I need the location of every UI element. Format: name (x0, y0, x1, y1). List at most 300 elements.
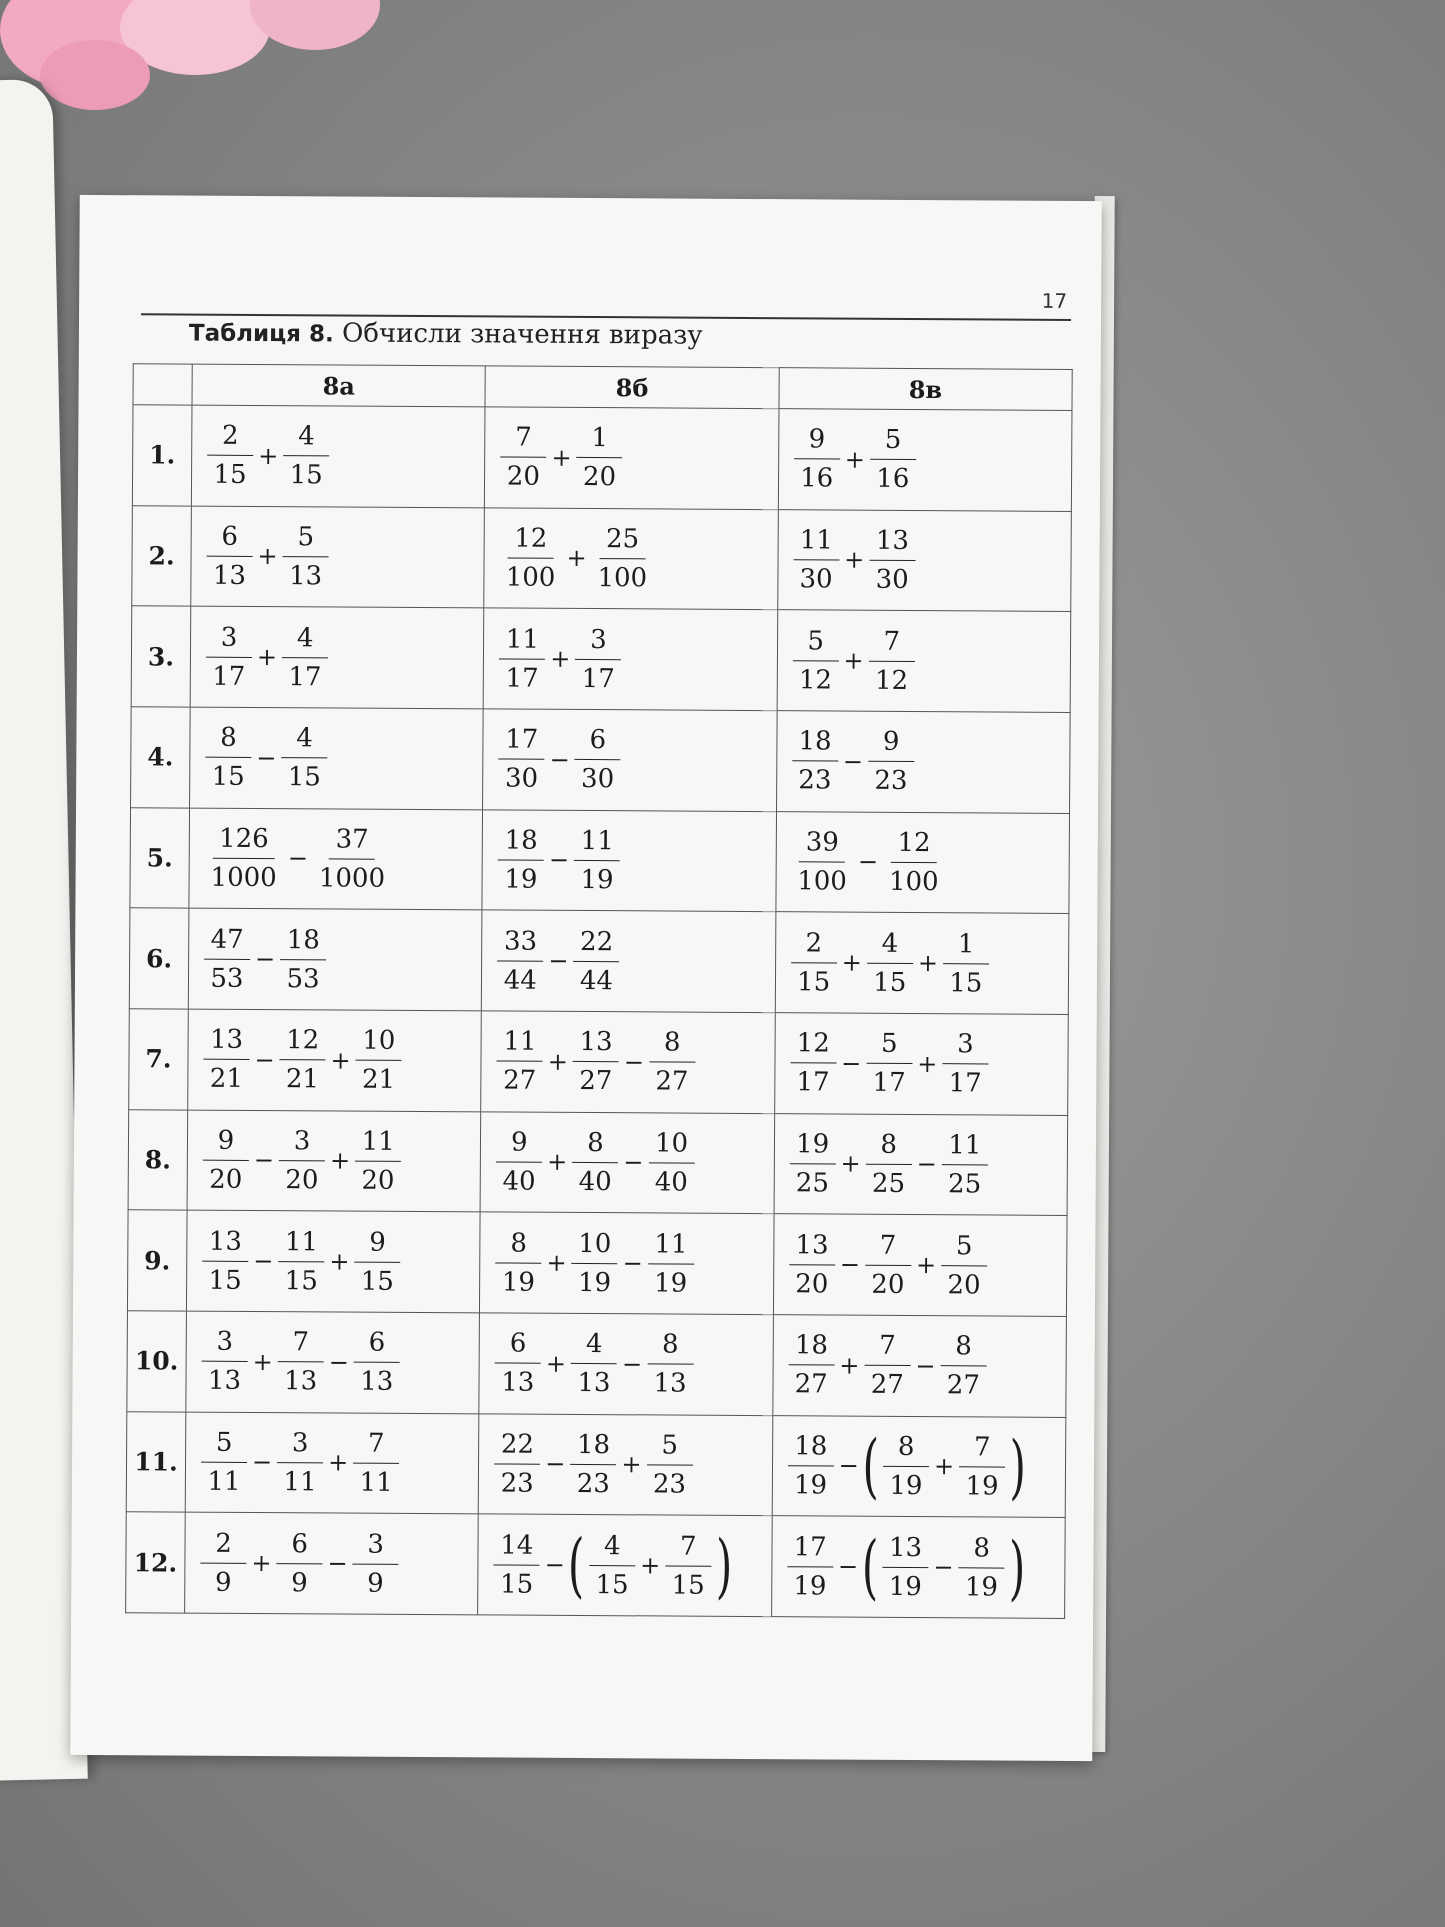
denominator: 16 (800, 463, 834, 494)
parenthesis: ) (715, 1524, 733, 1608)
table-row (127, 1210, 1067, 1316)
fraction (869, 626, 915, 696)
denominator: 15 (284, 1265, 318, 1296)
table-row (128, 1109, 1068, 1215)
fraction (282, 622, 328, 693)
row-number: 1. (132, 405, 192, 506)
fraction (279, 1025, 325, 1095)
numerator: 7 (278, 1329, 324, 1362)
fraction (869, 525, 915, 595)
denominator: 17 (288, 661, 322, 693)
expression-cell (483, 709, 777, 811)
operator: + (330, 1046, 351, 1075)
denominator: 20 (285, 1165, 319, 1196)
row-number: 8. (128, 1109, 188, 1210)
fraction (500, 422, 546, 493)
expression (202, 725, 331, 791)
operator: + (551, 443, 572, 472)
expression (493, 1127, 698, 1198)
expression (790, 527, 919, 593)
denominator: 23 (652, 1469, 687, 1500)
parenthesis: ( (861, 1525, 879, 1608)
operator: − (916, 1150, 937, 1179)
row-number: 11. (126, 1411, 186, 1512)
table-row (126, 1411, 1066, 1517)
operator: + (917, 949, 939, 978)
title-text: Обчисли значення виразу (333, 318, 703, 351)
denominator: 21 (285, 1064, 320, 1095)
operator: + (258, 441, 279, 470)
operator: − (253, 1247, 274, 1276)
fraction (206, 622, 252, 692)
operator: − (544, 1550, 565, 1579)
numerator: 18 (792, 729, 838, 762)
numerator: 3 (206, 624, 252, 657)
expression-cell (186, 1210, 480, 1312)
denominator: 1000 (318, 863, 386, 894)
operator: − (933, 1553, 954, 1582)
fraction (278, 1327, 324, 1397)
denominator: 13 (284, 1366, 318, 1397)
fraction (870, 425, 916, 495)
title-label: Таблиця 8. (188, 320, 334, 348)
numerator: 37 (329, 826, 375, 859)
denominator: 17 (796, 1067, 830, 1098)
fraction (794, 424, 840, 494)
parenthesis: ) (1008, 1526, 1026, 1609)
denominator: 15 (360, 1266, 395, 1297)
table-body (126, 405, 1072, 1619)
numerator: 9 (794, 427, 840, 460)
numerator: 6 (277, 1531, 323, 1564)
expression-cell (482, 809, 776, 911)
denominator: 13 (207, 1365, 242, 1397)
parenthesis: ) (1009, 1425, 1027, 1509)
operator: − (545, 1450, 566, 1479)
fraction (865, 1129, 911, 1199)
expression-cell (479, 1413, 773, 1515)
denominator: 13 (360, 1366, 394, 1398)
numerator: 4 (281, 725, 327, 758)
denominator: 40 (502, 1166, 536, 1197)
fraction (281, 723, 327, 793)
expression (497, 523, 657, 594)
denominator: 20 (795, 1268, 829, 1300)
numerator: 4 (867, 930, 913, 963)
fraction (570, 1429, 616, 1500)
numerator: 1 (943, 931, 989, 964)
expression (784, 1525, 1027, 1609)
fraction (576, 423, 622, 493)
operator: + (843, 646, 864, 675)
row-number: 6. (129, 908, 189, 1009)
expression (784, 1425, 1027, 1509)
operator: − (842, 747, 864, 776)
numerator: 18 (570, 1432, 616, 1465)
denominator: 23 (500, 1468, 534, 1499)
numerator: 8 (205, 725, 251, 758)
expression-cell (190, 707, 484, 809)
denominator: 11 (207, 1466, 241, 1497)
fraction (354, 1327, 400, 1398)
denominator: 30 (581, 764, 615, 795)
expression (492, 1228, 697, 1299)
numerator: 5 (201, 1430, 247, 1463)
fraction (591, 524, 653, 594)
fraction (589, 1530, 635, 1600)
numerator: 18 (498, 827, 544, 860)
row-number: 4. (131, 707, 191, 808)
denominator: 15 (796, 966, 831, 998)
denominator: 15 (671, 1570, 705, 1601)
operator: − (838, 1451, 859, 1481)
row-number: 5. (130, 807, 190, 908)
fraction (313, 824, 392, 894)
numerator: 1 (577, 425, 623, 458)
numerator: 2 (207, 423, 253, 456)
denominator: 27 (579, 1066, 613, 1097)
expression (788, 927, 993, 999)
numerator: 10 (356, 1028, 402, 1061)
expression-cell (479, 1313, 773, 1415)
denominator: 21 (209, 1063, 244, 1095)
denominator: 19 (965, 1471, 999, 1502)
numerator: 8 (866, 1132, 912, 1165)
expression-cell (187, 1110, 481, 1212)
denominator: 27 (655, 1066, 689, 1097)
denominator: 15 (289, 460, 323, 491)
fraction (958, 1532, 1004, 1603)
numerator: 8 (883, 1434, 929, 1467)
numerator: 7 (864, 1333, 910, 1366)
numerator: 7 (501, 425, 547, 458)
operator: + (328, 1448, 349, 1477)
operator: − (857, 848, 879, 877)
denominator: 13 (288, 561, 323, 592)
numerator: 13 (202, 1228, 248, 1261)
fraction (647, 1329, 693, 1399)
expression (495, 724, 624, 795)
page-title (189, 318, 703, 351)
operator: − (548, 946, 569, 976)
fraction (201, 1326, 247, 1397)
expression-cell (191, 405, 485, 507)
operator: − (548, 846, 570, 875)
operator: + (566, 544, 587, 573)
denominator: 17 (872, 1068, 906, 1099)
operator: − (841, 1049, 862, 1078)
numerator: 9 (496, 1129, 542, 1162)
operator: + (844, 445, 866, 474)
denominator: 53 (210, 963, 244, 994)
denominator: 44 (503, 965, 537, 996)
numerator: 4 (571, 1331, 617, 1364)
fraction (572, 1127, 618, 1198)
expression-cell (185, 1412, 479, 1514)
denominator: 20 (582, 462, 617, 493)
expression (199, 1226, 404, 1297)
denominator: 19 (580, 864, 614, 896)
table-row (132, 405, 1072, 511)
operator: + (329, 1146, 351, 1175)
denominator: 15 (595, 1569, 629, 1600)
fraction (203, 1125, 249, 1195)
operator: + (841, 948, 862, 977)
operator: + (840, 1149, 861, 1179)
numerator: 13 (882, 1534, 928, 1567)
operator: − (327, 1549, 348, 1578)
numerator: 2 (200, 1530, 246, 1563)
denominator: 19 (888, 1571, 923, 1602)
numerator: 12 (508, 525, 554, 558)
expression (491, 1429, 696, 1500)
fraction (498, 724, 544, 795)
denominator: 19 (577, 1267, 612, 1298)
expression-cell (483, 608, 777, 710)
numerator: 13 (203, 1027, 249, 1060)
expression-cell (776, 711, 1070, 813)
fraction (882, 1532, 928, 1602)
header-num-cell (133, 364, 192, 405)
denominator: 40 (654, 1167, 688, 1198)
numerator: 126 (213, 826, 275, 859)
denominator: 15 (213, 460, 247, 491)
denominator: 100 (505, 562, 556, 593)
denominator: 100 (597, 563, 648, 594)
fraction (575, 624, 621, 694)
denominator: 19 (654, 1268, 688, 1299)
expression (789, 625, 918, 696)
expression-cell (774, 1013, 1068, 1115)
operator: + (546, 1248, 567, 1277)
fraction (283, 421, 329, 491)
denominator: 21 (361, 1064, 396, 1096)
operator: + (839, 1351, 860, 1380)
operator: − (328, 1348, 349, 1377)
numerator: 8 (649, 1030, 695, 1063)
numerator: 18 (280, 927, 326, 960)
operator: − (251, 1448, 273, 1477)
expression-cell (480, 1212, 774, 1314)
denominator: 19 (793, 1470, 828, 1501)
numerator: 3 (202, 1329, 248, 1362)
operator: − (255, 945, 276, 974)
expression-cell (485, 407, 779, 509)
denominator: 27 (946, 1370, 981, 1401)
numerator: 10 (648, 1130, 694, 1163)
row-number: 10. (127, 1311, 187, 1412)
numerator: 5 (866, 1031, 912, 1064)
numerator: 7 (959, 1434, 1005, 1467)
numerator: 39 (799, 829, 845, 862)
fraction (277, 1428, 323, 1498)
table-row (127, 1311, 1067, 1417)
operator: − (256, 743, 277, 772)
numerator: 7 (353, 1430, 399, 1463)
parenthesis: ( (862, 1425, 879, 1508)
denominator: 15 (499, 1569, 534, 1600)
numerator: 22 (574, 929, 620, 962)
expression-cell (774, 1113, 1068, 1215)
denominator: 17 (581, 663, 615, 694)
numerator: 11 (942, 1132, 988, 1165)
expression (202, 823, 395, 894)
denominator: 40 (578, 1166, 612, 1198)
numerator: 7 (865, 1232, 911, 1265)
table-row (129, 1009, 1069, 1115)
operator: − (621, 1349, 643, 1379)
fraction (941, 1230, 987, 1300)
expression-cell (478, 1514, 772, 1617)
fraction (867, 928, 913, 998)
numerator: 11 (499, 626, 545, 659)
denominator: 19 (501, 1267, 536, 1298)
operator: + (844, 546, 865, 575)
expression-cell (190, 606, 484, 708)
expression (491, 1524, 734, 1608)
numerator: 3 (942, 1031, 988, 1064)
fraction (793, 525, 839, 595)
expression (198, 1427, 403, 1498)
row-number: 9. (127, 1210, 187, 1311)
denominator: 12 (874, 665, 909, 696)
fraction (942, 1130, 988, 1200)
expression-cell (772, 1315, 1066, 1417)
denominator: 15 (208, 1265, 242, 1296)
operator: − (623, 1047, 645, 1077)
denominator: 100 (888, 866, 939, 898)
expression (785, 1330, 990, 1401)
fraction (495, 1328, 541, 1398)
numerator: 25 (599, 526, 645, 559)
table-row (129, 908, 1069, 1014)
numerator: 18 (788, 1433, 834, 1466)
fraction (665, 1531, 711, 1601)
fraction (788, 1330, 834, 1400)
expression (786, 1229, 991, 1300)
numerator: 11 (278, 1229, 324, 1262)
fraction (279, 1126, 325, 1196)
fraction (789, 1129, 835, 1199)
row-number: 7. (129, 1009, 189, 1110)
numerator: 18 (788, 1332, 834, 1365)
numerator: 3 (575, 627, 621, 660)
fraction (791, 827, 853, 897)
numerator: 9 (868, 729, 914, 762)
book-page (70, 195, 1102, 1761)
numerator: 11 (355, 1129, 401, 1162)
numerator: 17 (499, 727, 545, 760)
operator: − (549, 745, 570, 774)
denominator: 23 (576, 1468, 610, 1500)
expression-cell (776, 811, 1070, 913)
expression-cell (188, 908, 482, 1010)
fraction (646, 1430, 692, 1500)
table-row (131, 606, 1071, 712)
denominator: 20 (506, 461, 541, 493)
expression-cell (771, 1516, 1065, 1619)
expression (494, 928, 623, 994)
table-header-row (133, 364, 1072, 411)
expression-cell (778, 409, 1072, 511)
expression (495, 825, 624, 896)
expression-cell (186, 1311, 480, 1413)
fraction (201, 1427, 247, 1497)
operator: − (839, 1250, 861, 1279)
denominator: 11 (283, 1467, 317, 1498)
fraction (499, 624, 545, 694)
numerator: 12 (790, 1031, 836, 1064)
denominator: 9 (367, 1568, 384, 1599)
operator: − (253, 1146, 275, 1175)
denominator: 16 (876, 464, 910, 495)
numerator: 6 (495, 1331, 541, 1364)
page-number: 17 (1041, 288, 1068, 313)
operator: + (257, 542, 278, 571)
numerator: 12 (280, 1027, 326, 1060)
operator: − (254, 1045, 275, 1074)
numerator: 5 (283, 524, 329, 557)
expression (204, 423, 333, 489)
fraction (573, 926, 619, 996)
denominator: 9 (214, 1567, 232, 1598)
numerator: 10 (572, 1230, 618, 1263)
expression (492, 1328, 697, 1399)
fraction (205, 823, 284, 894)
fraction (352, 1529, 398, 1599)
numerator: 19 (790, 1131, 836, 1164)
fraction (571, 1228, 617, 1298)
denominator: 13 (577, 1368, 611, 1399)
denominator: 100 (797, 866, 847, 897)
expression-cell (773, 1214, 1067, 1316)
row-number: 12. (126, 1512, 186, 1613)
operator: − (287, 844, 309, 873)
numerator: 33 (497, 928, 543, 961)
numerator: 12 (891, 830, 937, 863)
numerator: 9 (354, 1229, 400, 1262)
expression-cell (777, 509, 1071, 611)
numerator: 13 (789, 1232, 835, 1265)
fraction (205, 723, 251, 793)
denominator: 15 (873, 967, 907, 998)
fraction (792, 726, 838, 796)
fraction (864, 1331, 910, 1401)
numerator: 6 (207, 524, 253, 557)
operator: + (621, 1450, 642, 1479)
fraction (500, 523, 562, 593)
numerator: 5 (941, 1233, 987, 1266)
fraction (649, 1027, 695, 1097)
numerator: 8 (572, 1130, 618, 1163)
fraction (865, 1230, 911, 1300)
operator: − (837, 1552, 859, 1581)
denominator: 25 (947, 1169, 982, 1200)
table-row (130, 807, 1070, 913)
denominator: 30 (504, 763, 539, 795)
operator: − (915, 1351, 936, 1380)
fraction (202, 1226, 248, 1296)
denominator: 53 (286, 963, 320, 994)
denominator: 13 (653, 1368, 687, 1399)
expression-cell (772, 1415, 1066, 1517)
fraction (282, 522, 328, 592)
expression (497, 422, 626, 493)
denominator: 27 (870, 1369, 904, 1401)
fraction (278, 1226, 324, 1296)
fraction (789, 1229, 835, 1300)
row-number: 2. (132, 505, 192, 606)
